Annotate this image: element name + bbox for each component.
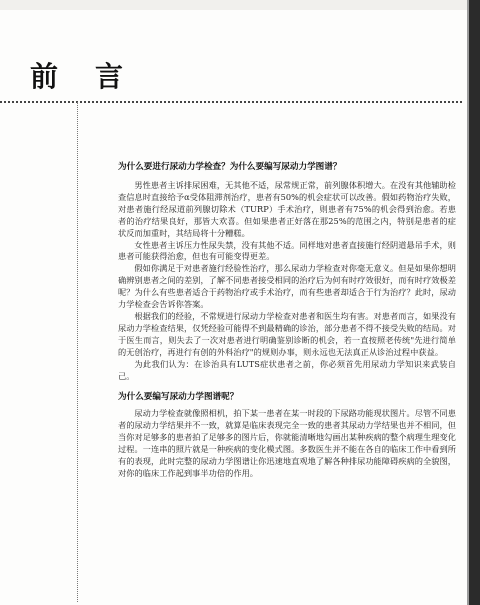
section-title-2: 为什么要编写尿动力学图谱呢？: [118, 392, 239, 403]
dotted-rule-vertical: [77, 102, 78, 602]
heading-char-2: 言: [95, 60, 124, 93]
paragraph-1-3: 假如你满足于对患者施行经验性治疗，那么尿动力学检查对你毫无意义。但是如果你想明确辨别患者之间的差别，了解不同患者接受相同的治疗后为何有时疗效很好，而有时疗效极差呢？为什么有些患者适合于药物治疗或手术治疗，而有些患者却适合于行为治疗？此时，尿动力学检查会告诉你答案。: [118, 263, 456, 310]
section-title-1: 为什么要进行尿动力学检查？为什么要编写尿动力学图谱？: [118, 162, 342, 172]
scan-edge: [469, 0, 480, 605]
paragraph-1-5: 为此我们认为：在诊治具有LUTS症状患者之前，你必须首先用尿动力学知识来武装自己。: [118, 358, 456, 381]
preface-body: [118, 160, 456, 480]
paragraph-1-2: 女性患者主诉压力性尿失禁，没有其他不适。同样地对患者直接施行经阴道悬吊手术，则患者可能获得治愈，但也有可能变得更差。: [118, 239, 456, 262]
paragraph-2-1: 尿动力学检查就像照相机，拍下某一患者在某一时段的下尿路功能现状图片。尽管不同患者的尿动力学结果并不一致，就算是临床表现完全一致的患者其尿动力学结果也并不相同，但当你对足够多的患者拍了足够多的图片后，你就能清晰地勾画出某种疾病的整个病理生理变化过程。一连串的照片就是一种疾病的变化模式图。多数医生并不能在各自的临床工作中看到所有的表现，此时完整的尿动力学图谱让你迅速地直观地了解各种排尿功能障碍疾病的全貌图，对你的临床工作起到事半功倍的作用。: [118, 408, 456, 478]
page-top-band: [0, 0, 480, 10]
paragraph-1-1: 男性患者主诉排尿困难，无其他不适，尿常规正常，前列腺体积增大。在没有其他辅助检查信息时直接给予α受体阻滞剂治疗，患者有50%的机会症状可以改善。假如药物治疗失败，对患者施行经尿道前列腺切除术（TURP）手术治疗，则患者有75%的机会得到治愈。若患者的治疗结果良好，那皆大欢喜。但如果患者正好落在那25%的范围之内，特别是患者的症状反而加重时，其结局将十分糟糕。: [118, 180, 456, 238]
dotted-rule-horizontal: [0, 101, 462, 103]
heading-char-1: 前: [30, 60, 59, 93]
chapter-heading: [0, 52, 470, 102]
paragraph-1-4: 根据我们的经验，不常规进行尿动力学检查对患者和医生均有害。对患者而言，如果没有尿动力学检查结果，仅凭经验可能得不到最精确的诊治，部分患者不得不接受失败的结局。对于医生而言，则失去了一次对患者进行明确鉴别诊断的机会，若一直按照老传统"先进行简单的无创治疗，再进行有创的外科治疗"的规则办事，则永远也无法真正从诊治过程中获益。: [118, 310, 456, 357]
